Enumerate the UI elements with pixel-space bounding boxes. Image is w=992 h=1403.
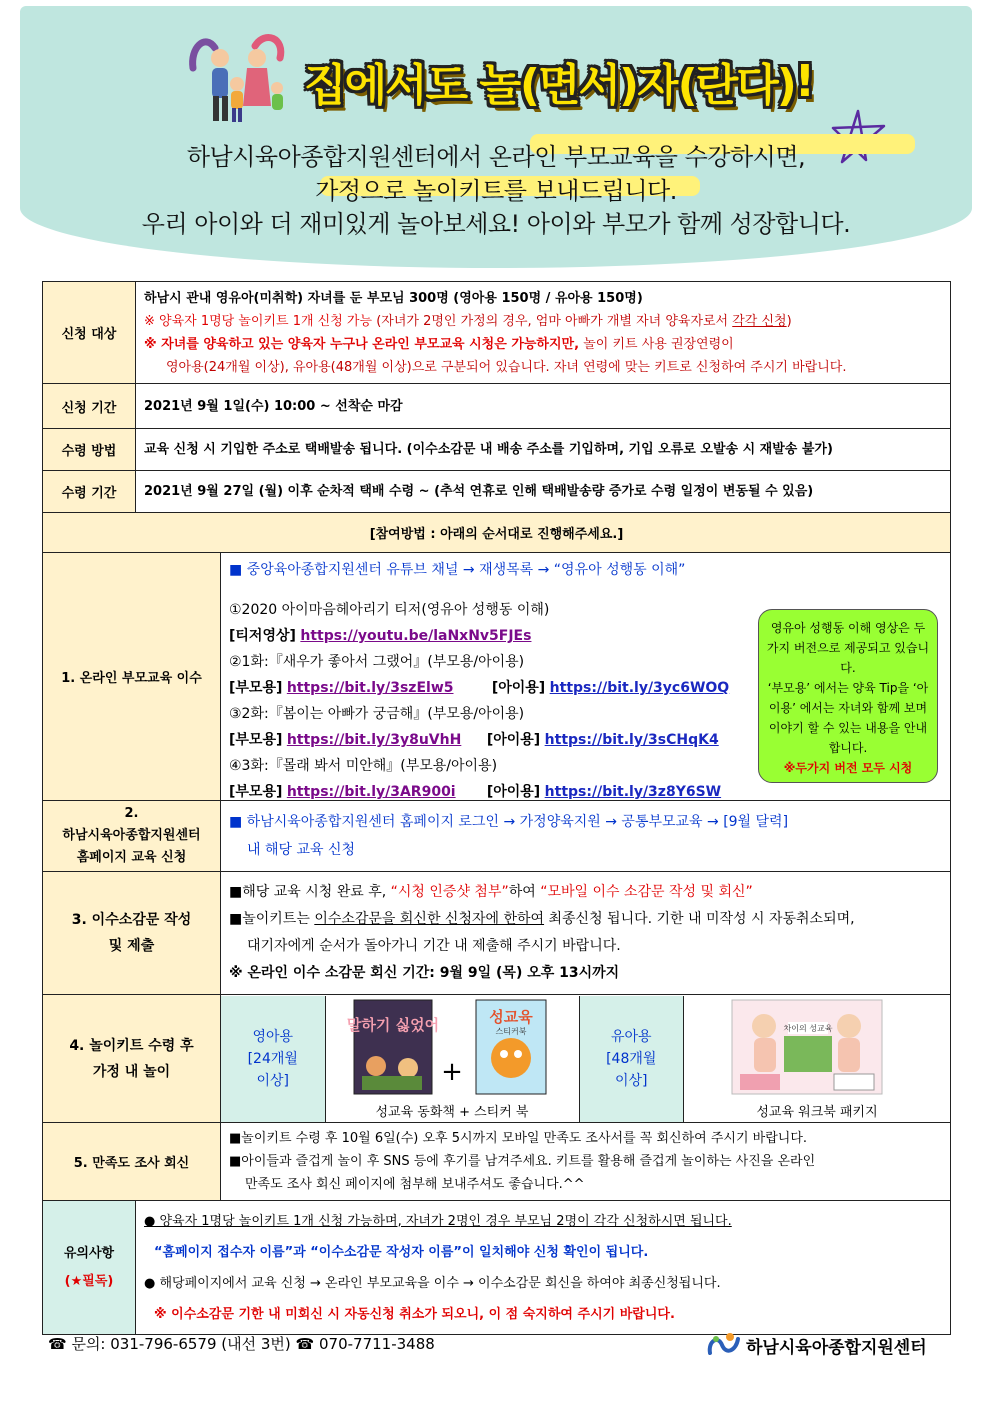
step4-content — [221, 995, 951, 1123]
info-table — [42, 281, 951, 1335]
version-info-box — [758, 609, 938, 783]
ep3-child-link[interactable]: https://bit.ly/3z8Y6SW — [544, 784, 722, 800]
receive-content: 2021년 9월 27일 (월) 이후 순차적 택배 수령 ~ (추석 연휴로 인해 택배발송량 증가로 수령 일정이 변동될 수 있음) — [136, 471, 951, 513]
center-logo-icon — [706, 1331, 742, 1359]
label-method: 수령 방법 — [43, 429, 136, 471]
toddler-kit-caption: 성교육 워크북 패키지 — [756, 1104, 878, 1120]
target-line: 영아용(24개월 이상), 유아용(48개월 이상)으로 구분되어 있습니다. 자녀 연령에 맞는 키트로 신청하여 주시기 바랍니다. — [166, 359, 847, 375]
label-notes — [43, 1201, 136, 1335]
teaser-link[interactable]: https://youtu.be/laNxNv5FJEs — [300, 628, 532, 644]
step5-line: ■놀이키트 수령 후 10월 6일(수) 오후 5시까지 모바일 만족도 조사서를 꼭 회신하여 주시기 바랍니다. — [229, 1131, 808, 1146]
episode-title: ①2020 아이마음헤아리기 티저(영유아 성행동 이해) — [229, 602, 550, 618]
step3-line: 대기자에게 순서가 돌아가니 기간 내 제출해 주시기 바랍니다. — [247, 938, 621, 954]
step3-text: “모바일 이수 소감문 작성 및 회신” — [540, 884, 753, 900]
target-line: 하남시 관내 영유아(미취학) 자녀를 둔 부모님 300명 (영아용 150명 / 유아용 150명) — [144, 290, 643, 306]
step3-text: ■해당 교육 시청 완료 후, — [229, 884, 391, 900]
link-tag: [아이용] — [486, 732, 541, 748]
banner-line-3: 우리 아이와 더 재미있게 놀아보세요! 아이와 부모가 함께 성장합니다. — [141, 210, 851, 238]
ep1-child-link[interactable]: https://bit.ly/3yc6WOQ — [549, 680, 730, 696]
step3-text: 이수소감문을 회신한 신청자에 한하여 — [314, 911, 545, 927]
infant-age-label — [221, 996, 326, 1122]
target-content — [136, 282, 951, 384]
banner-title — [304, 46, 813, 116]
age-line: [24개월 — [247, 1050, 298, 1067]
label-step5: 5. 만족도 조사 회신 — [43, 1123, 221, 1201]
note-line: ● 해당페이지에서 교육 신청 → 온라인 부모교육을 이수 → 이수소감문 회신을 하여야 최종신청됩니다. — [144, 1275, 721, 1291]
ep3-parent-link[interactable]: https://bit.ly/3AR900i — [286, 784, 456, 800]
step3-deadline: ※ 온라인 이수 소감문 회신 기간: 9월 9일 (목) 오후 13시까지 — [229, 965, 620, 981]
title-part: ! — [794, 55, 813, 107]
ep2-parent-link[interactable]: https://bit.ly/3y8uVhH — [286, 732, 462, 748]
link-tag: [아이용] — [486, 784, 541, 800]
step5-line: ■아이들과 즐겁게 놀이 후 SNS 등에 후기를 남겨주세요. 키트를 활용해 즐겁게 놀이하는 사진을 온라인 — [229, 1154, 816, 1169]
book2-subtitle: 스티커북 — [495, 1026, 526, 1036]
label-line: 4. 놀이키트 수령 후 — [69, 1037, 194, 1054]
box-text: 영유아 성행동 이해 영상은 두 가지 버전으로 제공되고 있습니다. — [766, 621, 930, 675]
title-part: 집에서도 놀 — [304, 60, 520, 111]
link-tag: [부모용] — [229, 784, 283, 800]
episode-title: ②1화:『새우가 좋아서 그랬어』(부모용/아이용) — [229, 654, 525, 670]
label-line: 및 제출 — [108, 938, 155, 954]
label-line: (★필독) — [64, 1273, 114, 1289]
age-line: 유아용 — [610, 1028, 652, 1045]
step2-line: ■ 하남시육아종합지원센터 홈페이지 로그인 → 가정양육지원 → 공통부모교육 → [9월 달력] — [229, 814, 789, 830]
box-text: ‘부모용’ 에서는 양육 Tip을 ‘아이용’ 에서는 자녀와 함께 보며 이야기 할 수 있는 내용을 안내합니다. — [767, 681, 929, 755]
target-text: 각각 신청 — [732, 313, 787, 329]
family-illustration — [185, 28, 290, 128]
target-text: ※ 양육자 1명당 놀이키트 1개 신청 가능 — [144, 313, 377, 329]
age-line: 이상] — [614, 1072, 648, 1089]
toddler-kit-illustration — [684, 996, 950, 1100]
link-tag: [아이용] — [491, 680, 546, 696]
age-line: [48개월 — [606, 1050, 657, 1067]
label-period: 신청 기간 — [43, 384, 136, 429]
banner-line-1: 하남시육아종합지원센터에서 온라인 부모교육을 수강하시면, — [186, 143, 806, 171]
label-step4 — [43, 995, 221, 1123]
label-target: 신청 대상 — [43, 282, 136, 384]
age-line: 영아용 — [252, 1028, 294, 1045]
box-text: ※두가지 버전 모두 시청 — [783, 761, 913, 775]
book3-title: 차이의 성교육 — [783, 1023, 833, 1033]
label-step1: 1. 온라인 부모교육 이수 — [43, 553, 221, 801]
step5-content — [221, 1123, 951, 1201]
contact-info: ☎ 문의: 031-796-6579 (내선 3번) ☎ 070-7711-3488 — [48, 1335, 435, 1353]
label-line: 2. — [124, 806, 139, 821]
episode-title: ③2화:『봄이는 아빠가 궁금해』(부모용/아이용) — [229, 706, 525, 722]
label-line: 유의사항 — [63, 1245, 115, 1261]
org-name: 하남시육아종합지원센터 — [746, 1337, 927, 1358]
step1-content — [221, 553, 951, 801]
label-step2 — [43, 801, 221, 872]
banner-line-2: 가정으로 놀이키트를 보내드립니다. — [315, 177, 677, 205]
episode-title: ④3화:『몰래 봐서 미안해』(부모용/아이용) — [229, 758, 498, 774]
title-part: (면서) — [519, 60, 638, 111]
section-title: [참여방법 : 아래의 순서대로 진행해주세요.] — [43, 513, 951, 553]
method-content: 교육 신청 시 기입한 주소로 택배발송 됩니다. (이수소감문 내 배송 주소를 기입하며, 기입 오류로 오발송 시 재발송 불가) — [136, 429, 951, 471]
target-line — [144, 333, 942, 356]
infant-kit-illustration — [326, 996, 579, 1100]
link-tag: [티저영상] — [229, 628, 296, 644]
label-line: 가정 내 놀이 — [92, 1063, 171, 1080]
title-part: 자 — [637, 60, 678, 111]
link-tag: [부모용] — [229, 732, 283, 748]
notes-content — [136, 1201, 951, 1335]
step3-text: ■놀이키트는 — [229, 911, 315, 927]
channel-path: ■ 중앙육아종합지원센터 유튜브 채널 → 재생목록 → “영유아 성행동 이해” — [229, 562, 686, 578]
org-logo — [706, 1331, 927, 1359]
ep1-parent-link[interactable]: https://bit.ly/3szElw5 — [286, 680, 454, 696]
label-receive: 수령 기간 — [43, 471, 136, 513]
toddler-age-label — [580, 996, 685, 1122]
ep2-child-link[interactable]: https://bit.ly/3sCHqK4 — [544, 732, 719, 748]
step3-line — [229, 906, 942, 933]
plus-sign: + — [440, 1056, 463, 1087]
label-step3 — [43, 872, 221, 995]
target-text: (자녀가 2명인 가정의 경우, 엄마 아빠가 개별 자녀 양육자로서 — [376, 313, 733, 329]
episode-list — [229, 557, 729, 805]
step3-text: “시청 인증샷 첨부” — [390, 884, 509, 900]
label-line: 홈페이지 교육 신청 — [76, 850, 187, 865]
target-text: ) — [786, 313, 792, 329]
target-text: ※ 자녀를 양육하고 있는 양육자 누구나 온라인 부모교육 시청은 가능하지만, — [144, 336, 580, 352]
note-line: “홈페이지 접수자 이름”과 “이수소감문 작성자 이름”이 일치해야 신청 확인이 됩니다. — [154, 1244, 649, 1260]
infant-kit-caption: 성교육 동화책 + 스티커 북 — [375, 1104, 529, 1120]
book2-title: 성교육 — [488, 1007, 533, 1026]
step3-text: 하여 — [508, 884, 541, 900]
link-tag: [부모용] — [229, 680, 283, 696]
step3-text: 최종신청 됩니다. 기한 내 미작성 시 자동취소되며, — [544, 911, 855, 927]
period-content: 2021년 9월 1일(수) 10:00 ~ 선착순 마감 — [136, 384, 951, 429]
step5-line: 만족도 조사 회신 페이지에 첨부해 보내주셔도 좋습니다.^^ — [245, 1177, 585, 1192]
infant-kit-image — [326, 996, 580, 1122]
step2-line: 내 해당 교육 신청 — [247, 842, 356, 858]
note-line: ● 양육자 1명당 놀이키트 1개 신청 가능하며, 자녀가 2명인 경우 부모님 2명이 각각 신청하시면 됩니다. — [144, 1213, 732, 1229]
target-line — [144, 310, 942, 333]
toddler-kit-image — [684, 996, 950, 1122]
label-line: 하남시육아종합지원센터 — [62, 828, 201, 843]
note-line: ※ 이수소감문 기한 내 미회신 시 자동신청 취소가 되오니, 이 점 숙지하여 주시기 바랍니다. — [154, 1306, 675, 1322]
title-part: (란다) — [677, 60, 795, 111]
label-line: 3. 이수소감문 작성 — [71, 912, 192, 928]
step3-line — [229, 879, 942, 906]
step3-content — [221, 872, 951, 995]
age-line: 이상] — [256, 1072, 289, 1089]
target-text: 놀이 키트 사용 권장연령이 — [579, 336, 734, 352]
step2-content — [221, 801, 951, 872]
book1-title: 말하기 싫었어 — [346, 1015, 439, 1034]
